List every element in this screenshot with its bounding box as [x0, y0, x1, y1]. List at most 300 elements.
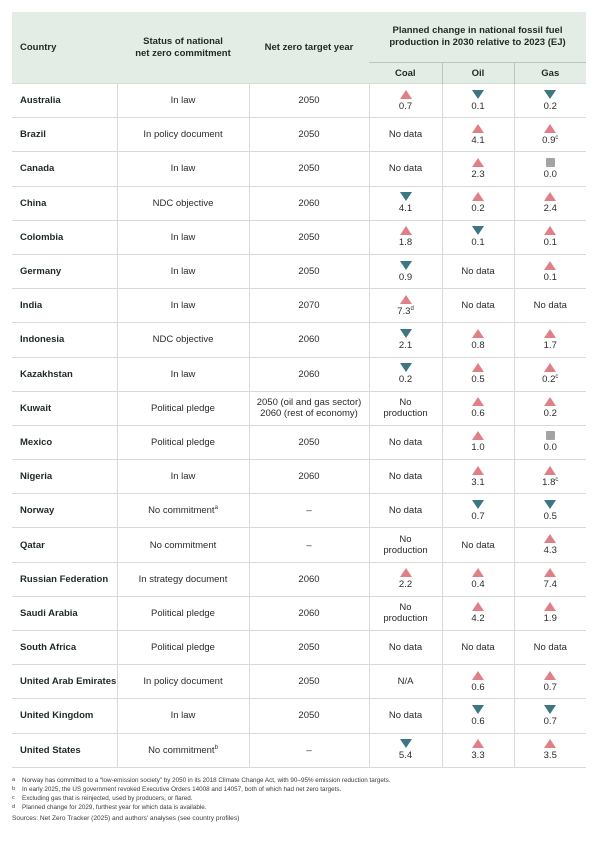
coal-value: 7.3	[397, 305, 411, 317]
gas-cell	[514, 323, 586, 357]
triangle-down-icon	[400, 261, 412, 270]
gas-value: 0.0	[543, 168, 557, 180]
target-year-cell	[249, 391, 369, 425]
oil-cell	[442, 733, 514, 767]
coal-value: 5.4	[398, 750, 413, 762]
triangle-up-icon	[544, 602, 556, 611]
oil-value: 2.3	[471, 168, 485, 180]
target-year-cell	[249, 631, 369, 665]
target-year: –	[306, 539, 312, 551]
oil-value: 0.6	[471, 715, 485, 727]
target-year: –	[306, 744, 312, 756]
header-planned-change	[369, 12, 586, 63]
table-row	[12, 460, 586, 494]
table-row	[12, 84, 586, 118]
coal-cell	[369, 494, 442, 528]
status-cell	[117, 357, 249, 391]
status-text: No commitment	[148, 744, 215, 756]
table-row	[12, 289, 586, 323]
triangle-up-icon	[472, 431, 484, 440]
status-cell	[117, 460, 249, 494]
gas-value: 0.1	[543, 237, 557, 249]
header-year: Net zero target year	[249, 12, 369, 84]
oil-cell	[442, 186, 514, 220]
oil-value: 4.1	[471, 134, 485, 146]
triangle-up-icon	[544, 192, 556, 201]
table-body	[12, 84, 586, 768]
footnote	[12, 794, 588, 803]
target-year-cell	[249, 220, 369, 254]
coal-cell	[369, 254, 442, 288]
status-cell	[117, 84, 249, 118]
status-cell	[117, 425, 249, 459]
triangle-down-icon	[400, 192, 412, 201]
table-row	[12, 631, 586, 665]
table-row	[12, 528, 586, 562]
target-year: 2050	[298, 129, 320, 141]
coal-cell	[369, 118, 442, 152]
coal-cell	[369, 84, 442, 118]
triangle-up-icon	[472, 192, 484, 201]
coal-cell	[369, 562, 442, 596]
status-text: In law	[170, 471, 196, 483]
country-name: Kazakhstan	[12, 357, 117, 391]
triangle-down-icon	[544, 705, 556, 714]
coal-value: No data	[388, 642, 423, 654]
oil-cell	[442, 118, 514, 152]
oil-cell	[442, 425, 514, 459]
triangle-up-icon	[544, 534, 556, 543]
status-text: In law	[170, 300, 196, 312]
footnote-marker: b	[214, 744, 218, 751]
triangle-down-icon	[400, 329, 412, 338]
status-text: Political pledge	[151, 642, 215, 654]
gas-cell	[514, 733, 586, 767]
header-country: Country	[12, 12, 117, 84]
table-row	[12, 323, 586, 357]
table-row	[12, 596, 586, 630]
target-year-cell	[249, 152, 369, 186]
oil-cell	[442, 391, 514, 425]
target-year: 2050	[298, 163, 320, 175]
table-row	[12, 699, 586, 733]
coal-cell	[369, 596, 442, 630]
status-text: No commitment	[148, 505, 215, 517]
oil-value: No data	[461, 539, 495, 551]
gas-cell	[514, 494, 586, 528]
coal-value: No data	[388, 436, 423, 448]
status-cell	[117, 631, 249, 665]
target-year-cell	[249, 323, 369, 357]
gas-cell	[514, 665, 586, 699]
triangle-up-icon	[472, 158, 484, 167]
triangle-down-icon	[472, 90, 484, 99]
gas-cell	[514, 460, 586, 494]
country-name: Indonesia	[12, 323, 117, 357]
gas-value: 0.7	[543, 715, 557, 727]
gas-cell	[514, 186, 586, 220]
gas-value: 0.2	[543, 100, 557, 112]
gas-value: 0.5	[543, 510, 557, 522]
target-year: 2070	[298, 300, 320, 312]
gas-value: 0.7	[543, 681, 557, 693]
status-text: Political pledge	[151, 402, 215, 414]
header-gas: Gas	[514, 63, 586, 84]
status-cell	[117, 391, 249, 425]
oil-value: 4.2	[471, 613, 485, 625]
footnote-marker: a	[214, 505, 218, 512]
table-header	[12, 12, 586, 84]
coal-cell	[369, 391, 442, 425]
gas-value: 1.9	[543, 613, 557, 625]
target-year-cell	[249, 528, 369, 562]
gas-value: 0.2	[543, 408, 557, 420]
oil-cell	[442, 323, 514, 357]
status-cell	[117, 665, 249, 699]
coal-cell	[369, 733, 442, 767]
country-name: United Arab Emirates	[12, 665, 117, 699]
triangle-up-icon	[472, 466, 484, 475]
oil-cell	[442, 357, 514, 391]
triangle-down-icon	[544, 500, 556, 509]
coal-cell	[369, 357, 442, 391]
gas-value: 0.9	[542, 134, 556, 146]
status-cell	[117, 699, 249, 733]
gas-value: No data	[533, 642, 567, 654]
target-year-cell	[249, 562, 369, 596]
triangle-up-icon	[472, 602, 484, 611]
status-text: In law	[170, 231, 196, 243]
header-planned-line1: Planned change in national fossil fuel	[392, 25, 563, 36]
gas-cell	[514, 699, 586, 733]
coal-cell	[369, 186, 442, 220]
country-name: Qatar	[12, 528, 117, 562]
coal-cell	[369, 665, 442, 699]
coal-cell	[369, 631, 442, 665]
triangle-up-icon	[544, 568, 556, 577]
coal-value: No	[399, 397, 412, 409]
footnote-marker: d	[410, 305, 414, 312]
oil-cell	[442, 562, 514, 596]
target-year-cell	[249, 665, 369, 699]
country-name: Colombia	[12, 220, 117, 254]
gas-value: No data	[533, 300, 567, 312]
oil-cell	[442, 528, 514, 562]
coal-value-line2: production	[383, 408, 428, 420]
status-text: In policy document	[143, 129, 223, 141]
coal-cell	[369, 289, 442, 323]
target-year: 2050	[298, 266, 320, 278]
triangle-up-icon	[400, 295, 412, 304]
target-year-cell	[249, 118, 369, 152]
gas-cell	[514, 220, 586, 254]
status-text: In law	[170, 163, 196, 175]
footnote	[12, 776, 588, 785]
gas-cell	[514, 118, 586, 152]
coal-value: N/A	[397, 676, 414, 688]
target-year-cell	[249, 254, 369, 288]
status-cell	[117, 562, 249, 596]
footnote-mark: d	[12, 804, 16, 810]
target-year-cell	[249, 289, 369, 323]
header-coal: Coal	[369, 63, 442, 84]
oil-value: 3.3	[471, 750, 485, 762]
coal-value: No	[399, 602, 412, 614]
table-row	[12, 220, 586, 254]
triangle-down-icon	[400, 739, 412, 748]
status-cell	[117, 118, 249, 152]
footnote	[12, 803, 588, 812]
oil-cell	[442, 665, 514, 699]
country-name: Nigeria	[12, 460, 117, 494]
oil-cell	[442, 596, 514, 630]
oil-value: 3.1	[471, 476, 485, 488]
gas-value: 1.8	[542, 476, 556, 488]
coal-value-line2: production	[383, 613, 428, 625]
oil-cell	[442, 289, 514, 323]
footnote-text: Norway has committed to a “low-emission society” by 2050 in its 2018 Climate Change Act, with 90–95% emission reduction targets.	[22, 777, 391, 784]
oil-cell	[442, 254, 514, 288]
target-year-cell	[249, 84, 369, 118]
gas-cell	[514, 596, 586, 630]
oil-cell	[442, 494, 514, 528]
coal-value: No data	[388, 129, 423, 141]
oil-value: 0.6	[471, 408, 485, 420]
gas-cell	[514, 254, 586, 288]
country-name: Kuwait	[12, 391, 117, 425]
coal-cell	[369, 699, 442, 733]
gas-value: 7.4	[543, 579, 557, 591]
coal-cell	[369, 425, 442, 459]
oil-cell	[442, 631, 514, 665]
footnote-text: Excluding gas that is reinjected, used by producers, or flared.	[22, 795, 193, 802]
country-name: Canada	[12, 152, 117, 186]
gas-cell	[514, 391, 586, 425]
status-cell	[117, 254, 249, 288]
triangle-up-icon	[544, 671, 556, 680]
oil-value: No data	[461, 300, 495, 312]
triangle-up-icon	[544, 226, 556, 235]
country-name: United States	[12, 733, 117, 767]
footnote-marker: c	[555, 476, 559, 483]
sources-line: Sources: Net Zero Tracker (2025) and authors’ analyses (see country profiles)	[12, 815, 240, 822]
table-row	[12, 494, 586, 528]
coal-value: No data	[388, 163, 423, 175]
triangle-up-icon	[472, 739, 484, 748]
oil-cell	[442, 460, 514, 494]
triangle-up-icon	[472, 568, 484, 577]
triangle-up-icon	[544, 363, 556, 372]
oil-cell	[442, 84, 514, 118]
country-name: Norway	[12, 494, 117, 528]
target-year-cell	[249, 733, 369, 767]
footnote-mark: b	[12, 786, 16, 792]
oil-value: No data	[461, 642, 495, 654]
footnote-marker: c	[555, 373, 559, 380]
oil-value: 0.5	[471, 374, 485, 386]
target-year-line2: 2060 (rest of economy)	[260, 408, 358, 420]
triangle-up-icon	[472, 124, 484, 133]
triangle-down-icon	[472, 500, 484, 509]
gas-cell	[514, 289, 586, 323]
footnote-mark: a	[12, 777, 16, 783]
triangle-up-icon	[472, 329, 484, 338]
country-name: United Kingdom	[12, 699, 117, 733]
oil-value: 0.7	[471, 510, 485, 522]
gas-cell	[514, 152, 586, 186]
target-year-cell	[249, 186, 369, 220]
target-year-cell	[249, 494, 369, 528]
coal-value: 4.1	[398, 203, 413, 215]
coal-value: No data	[388, 471, 423, 483]
triangle-up-icon	[544, 329, 556, 338]
gas-cell	[514, 631, 586, 665]
status-cell	[117, 289, 249, 323]
coal-value: 0.2	[398, 374, 413, 386]
triangle-up-icon	[472, 363, 484, 372]
footnote-marker: c	[555, 134, 559, 141]
table-row	[12, 186, 586, 220]
triangle-up-icon	[544, 739, 556, 748]
gas-cell	[514, 357, 586, 391]
status-text: In law	[170, 266, 196, 278]
country-name: India	[12, 289, 117, 323]
target-year-cell	[249, 596, 369, 630]
coal-cell	[369, 323, 442, 357]
table-row	[12, 152, 586, 186]
coal-value: 1.8	[398, 237, 413, 249]
status-text: NDC objective	[152, 334, 214, 346]
table-row	[12, 733, 586, 767]
coal-cell	[369, 528, 442, 562]
coal-value: 0.7	[398, 100, 413, 112]
table-row	[12, 254, 586, 288]
gas-value: 0.2	[542, 374, 556, 386]
triangle-up-icon	[544, 261, 556, 270]
triangle-down-icon	[472, 705, 484, 714]
status-text: In strategy document	[138, 573, 228, 585]
status-cell	[117, 733, 249, 767]
target-year: –	[306, 505, 312, 517]
oil-cell	[442, 220, 514, 254]
oil-value: No data	[461, 266, 495, 278]
status-cell	[117, 494, 249, 528]
status-cell	[117, 323, 249, 357]
target-year: 2050	[298, 676, 320, 688]
gas-value: 0.1	[543, 271, 557, 283]
gas-cell	[514, 528, 586, 562]
oil-value: 1.0	[471, 442, 485, 454]
target-year: 2050 (oil and gas sector)	[256, 397, 362, 409]
status-cell	[117, 220, 249, 254]
target-year: 2050	[298, 95, 320, 107]
triangle-up-icon	[400, 226, 412, 235]
gas-value: 0.0	[543, 442, 557, 454]
square-icon	[546, 158, 555, 167]
target-year-cell	[249, 425, 369, 459]
triangle-down-icon	[544, 90, 556, 99]
country-name: Saudi Arabia	[12, 596, 117, 630]
gas-cell	[514, 84, 586, 118]
header-status-line1: Status of national	[143, 35, 223, 47]
coal-value-line2: production	[383, 545, 428, 557]
table-row	[12, 357, 586, 391]
triangle-up-icon	[544, 397, 556, 406]
header-planned-line2: production in 2030 relative to 2023 (EJ)	[389, 37, 566, 48]
table-row	[12, 665, 586, 699]
country-name: Australia	[12, 84, 117, 118]
status-cell	[117, 186, 249, 220]
triangle-up-icon	[400, 90, 412, 99]
coal-value: 2.1	[398, 339, 413, 351]
target-year: 2060	[298, 573, 320, 585]
oil-cell	[442, 152, 514, 186]
status-text: In law	[170, 95, 196, 107]
status-text: NDC objective	[152, 197, 214, 209]
coal-cell	[369, 460, 442, 494]
triangle-up-icon	[544, 466, 556, 475]
country-name: Russian Federation	[12, 562, 117, 596]
status-cell	[117, 596, 249, 630]
table-row	[12, 425, 586, 459]
triangle-up-icon	[472, 397, 484, 406]
gas-cell	[514, 425, 586, 459]
target-year: 2060	[298, 334, 320, 346]
header-status-line2: net zero commitment	[135, 47, 231, 59]
header-status	[117, 12, 249, 84]
target-year: 2060	[298, 607, 320, 619]
oil-cell	[442, 699, 514, 733]
triangle-down-icon	[400, 363, 412, 372]
gas-value: 2.4	[543, 203, 557, 215]
table-row	[12, 118, 586, 152]
triangle-up-icon	[472, 671, 484, 680]
oil-value: 0.1	[471, 100, 485, 112]
footnote-text: In early 2025, the US government revoked Executive Orders 14008 and 14057, both of which had net zero targets.	[22, 786, 342, 793]
table-row	[12, 391, 586, 425]
coal-cell	[369, 152, 442, 186]
status-text: Political pledge	[151, 436, 215, 448]
oil-value: 0.8	[471, 339, 485, 351]
oil-value: 0.2	[471, 203, 485, 215]
country-name: Brazil	[12, 118, 117, 152]
gas-value: 3.5	[543, 750, 557, 762]
target-year-cell	[249, 460, 369, 494]
triangle-up-icon	[400, 568, 412, 577]
status-text: No commitment	[149, 539, 217, 551]
target-year: 2060	[298, 471, 320, 483]
country-name: Germany	[12, 254, 117, 288]
target-year: 2050	[298, 642, 320, 654]
status-text: In law	[170, 710, 196, 722]
footnote-text: Planned change for 2029, furthest year for which data is available.	[22, 804, 207, 811]
footnotes	[12, 776, 588, 823]
target-year: 2050	[298, 436, 320, 448]
status-text: In policy document	[143, 676, 223, 688]
status-text: Political pledge	[151, 607, 215, 619]
coal-value: 2.2	[398, 579, 413, 591]
square-icon	[546, 431, 555, 440]
gas-value: 4.3	[543, 545, 557, 557]
coal-cell	[369, 220, 442, 254]
coal-value: No data	[388, 505, 423, 517]
coal-value: No data	[388, 710, 423, 722]
footnote	[12, 785, 588, 794]
gas-cell	[514, 562, 586, 596]
coal-value: 0.9	[398, 271, 413, 283]
footnote-mark: c	[12, 795, 15, 801]
oil-value: 0.6	[471, 681, 485, 693]
